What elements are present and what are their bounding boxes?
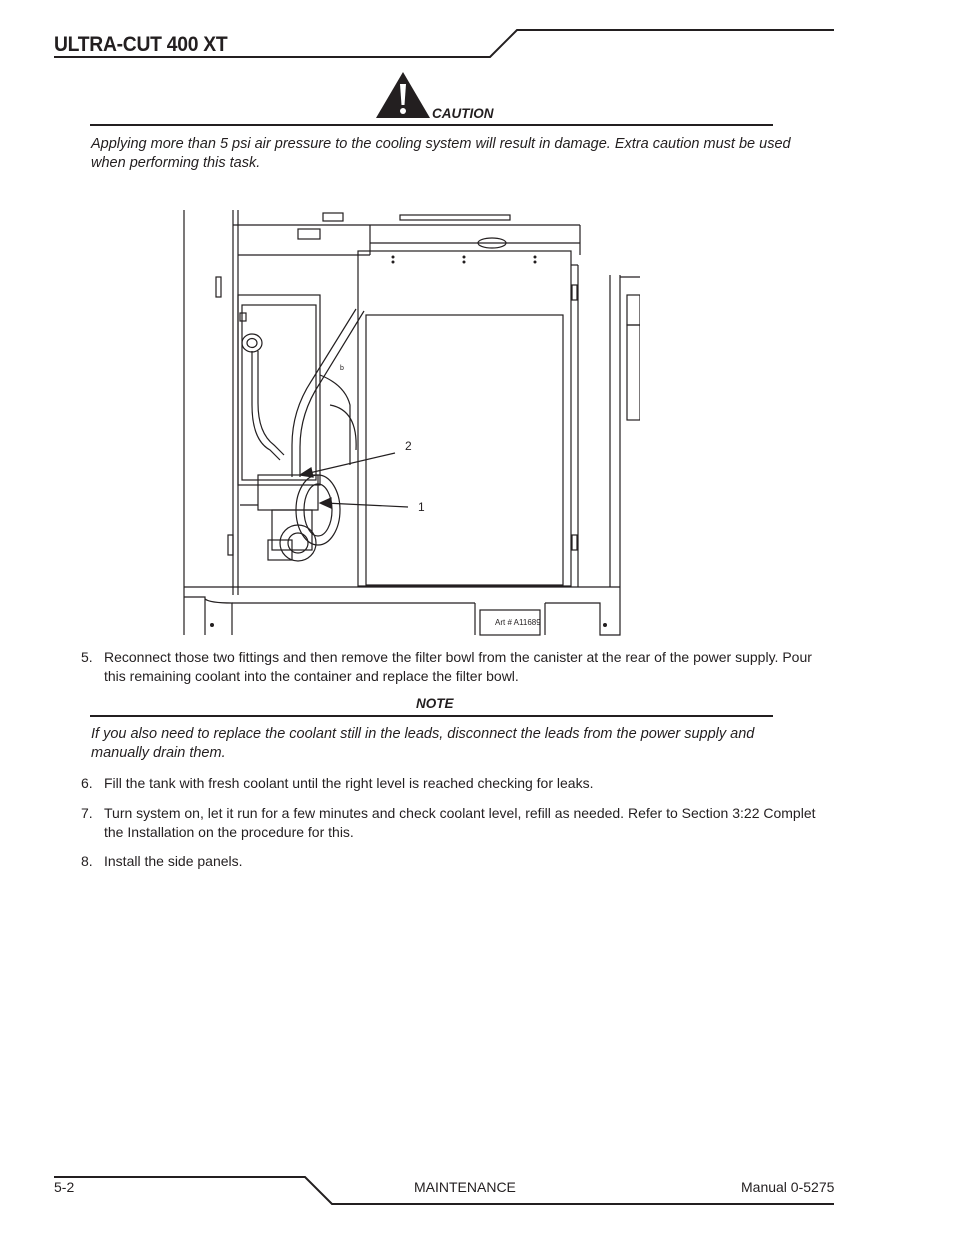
page-number: 5-2: [54, 1179, 75, 1195]
step-text: Turn system on, let it run for a few minutes and check coolant level, refill as needed. Refer to Section 3:22 Complet the Installation on the procedure for this.: [104, 805, 816, 840]
step-7: [81, 804, 821, 844]
section-name: MAINTENANCE: [414, 1179, 516, 1195]
step-5: [81, 648, 821, 688]
note-rule: [90, 715, 773, 717]
note-label: NOTE: [416, 696, 454, 711]
document-title: ULTRA-CUT 400 XT: [54, 33, 228, 56]
step-text: Fill the tank with fresh coolant until the right level is reached checking for leaks.: [104, 775, 594, 791]
step-text: Install the side panels.: [104, 853, 243, 869]
caution-label: CAUTION: [432, 106, 494, 121]
header-rule: [0, 0, 954, 70]
manual-number: Manual 0-5275: [741, 1179, 835, 1195]
warning-triangle-icon: [374, 70, 432, 120]
callout-2: 2: [405, 439, 412, 453]
figure-label-b: b: [340, 365, 344, 372]
step-number: 6.: [81, 775, 93, 791]
step-number: 8.: [81, 853, 93, 869]
note-text: If you also need to replace the coolant still in the leads, disconnect the leads from the power supply and manually drain them.: [91, 726, 755, 761]
caution-text: Applying more than 5 psi air pressure to the cooling system will result in damage. Extra caution must be used when performing this task.: [91, 136, 791, 171]
cooling-system-figure: [180, 205, 640, 640]
caution-rule: [90, 124, 773, 126]
art-number: Art # A11689: [495, 618, 541, 627]
step-text: Reconnect those two fittings and then remove the filter bowl from the canister at the rear of the power supply. Pour this remaining coolant into the container and replace the filter bowl.: [104, 649, 812, 684]
step-8: [81, 852, 821, 872]
step-number: 7.: [81, 805, 93, 821]
step-6: [81, 774, 821, 794]
step-number: 5.: [81, 649, 93, 665]
callout-1: 1: [418, 500, 425, 514]
